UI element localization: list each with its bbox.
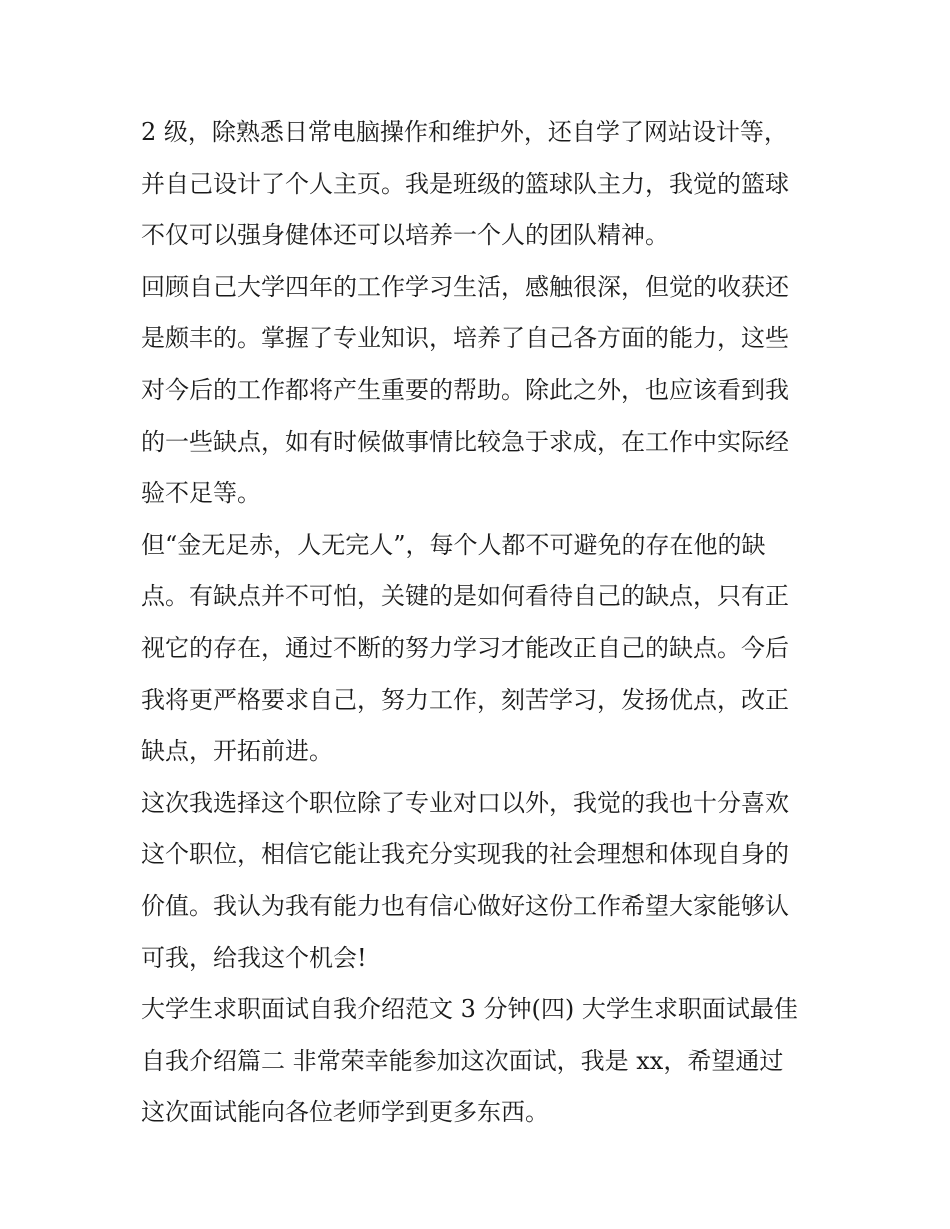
text-line: 验不足等。 — [141, 479, 261, 508]
text-line: 价值。我认为我有能力也有信心做好这份工作希望大家能够认 — [141, 891, 789, 920]
paragraph — [141, 984, 816, 1139]
text-line: 是颇丰的。掌握了专业知识，培养了自己各方面的能力，这些 — [141, 324, 789, 353]
text-line: 这次面试能向各位老师学到更多东西。 — [141, 1098, 549, 1127]
text-line: 这个职位，相信它能让我充分实现我的社会理想和体现自身的 — [141, 840, 789, 869]
paragraph — [141, 520, 816, 778]
text-line: 对今后的工作都将产生重要的帮助。除此之外，也应该看到我 — [141, 375, 789, 404]
paragraph — [141, 107, 816, 262]
text-line: 2 级，除熟悉日常电脑操作和维护外，还自学了网站设计等， — [141, 118, 788, 146]
text-line: 大学生求职面试自我介绍范文 3 分钟(四) 大学生求职面试最佳 — [141, 995, 798, 1024]
text-line: 我将更严格要求自己，努力工作，刻苦学习，发扬优点，改正 — [141, 685, 789, 714]
text-line: 视它的存在，通过不断的努力学习才能改正自己的缺点。今后 — [141, 633, 789, 662]
text-line: 可我，给我这个机会! — [141, 943, 367, 972]
paragraph — [141, 778, 816, 984]
text-line: 这次我选择这个职位除了专业对口以外，我觉的我也十分喜欢 — [141, 788, 789, 817]
text-line: 回顾自己大学四年的工作学习生活，感触很深，但觉的收获还 — [141, 272, 789, 301]
paragraph — [141, 262, 816, 520]
text-line: 不仅可以强身健体还可以培养一个人的团队精神。 — [141, 221, 669, 250]
text-line: 自我介绍篇二 非常荣幸能参加这次面试，我是 xx，希望通过 — [141, 1046, 784, 1075]
text-line: 并自己设计了个人主页。我是班级的篮球队主力，我觉的篮球 — [141, 169, 789, 198]
text-line: 点。有缺点并不可怕，关键的是如何看待自己的缺点，只有正 — [141, 582, 789, 611]
text-line: 缺点，开拓前进。 — [141, 737, 333, 766]
text-line: 但“金无足赤，人无完人”，每个人都不可避免的存在他的缺 — [141, 530, 766, 559]
text-line: 的一些缺点，如有时候做事情比较急于求成，在工作中实际经 — [141, 427, 789, 456]
document-body — [141, 107, 816, 1139]
